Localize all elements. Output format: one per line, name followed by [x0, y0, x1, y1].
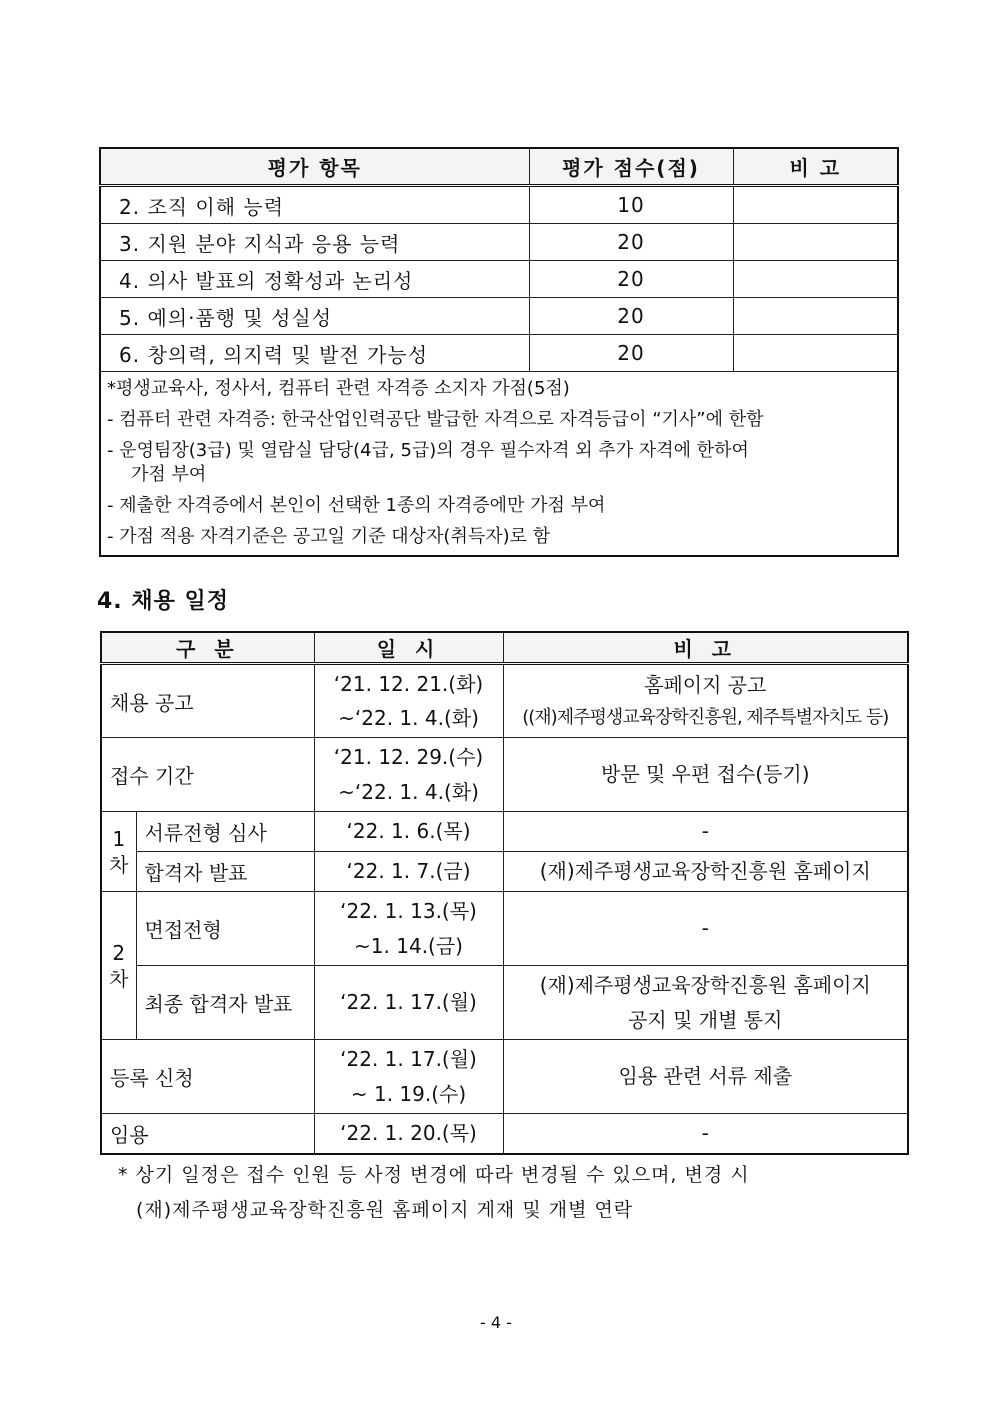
notes-line: 가점 부여 [131, 464, 207, 486]
table-row [101, 738, 908, 812]
stage-label [101, 892, 136, 1040]
schedule-date: ‘22. 1. 20.(목) [314, 1114, 503, 1154]
eval-remark [733, 261, 898, 298]
schedule-remark: 방문 및 우편 접수(등기) [503, 738, 908, 812]
eval-item: 5. 예의·품행 및 성실성 [100, 298, 529, 335]
eval-item: 4. 의사 발표의 정확성과 논리성 [100, 261, 529, 298]
schedule-date [314, 892, 503, 966]
table-row [100, 261, 898, 298]
eval-item: 3. 지원 분야 지식과 응용 능력 [100, 224, 529, 261]
notes-line: - 제출한 자격증에서 본인이 선택한 1종의 자격증에만 가점 부여 [107, 495, 606, 517]
footnote-line: * 상기 일정은 접수 인원 등 사정 변경에 따라 변경될 수 있으며, 변경 시 [118, 1164, 750, 1186]
eval-header-row [100, 148, 898, 186]
eval-remark [733, 335, 898, 372]
eval-remark [733, 224, 898, 261]
section-heading: 4. 채용 일정 [97, 589, 229, 614]
table-row [101, 812, 908, 852]
table-row [101, 1040, 908, 1114]
table-row [101, 1114, 908, 1154]
notes-line: - 가점 적용 자격기준은 공고일 기준 대상자(취득자)로 함 [107, 526, 551, 548]
stage-suffix: 차 [109, 966, 129, 991]
schedule-remark [503, 664, 908, 738]
schedule-date: ‘22. 1. 17.(월) [314, 966, 503, 1040]
schedule-category: 채용 공고 [101, 664, 314, 738]
schedule-remark: (재)제주평생교육장학진흥원 홈페이지 [503, 852, 908, 892]
schedule-date [314, 738, 503, 812]
table-row [100, 335, 898, 372]
remark-line: 홈페이지 공고 [644, 673, 767, 698]
table-row [101, 892, 908, 966]
eval-item: 6. 창의력, 의지력 및 발전 가능성 [100, 335, 529, 372]
remark-line: 공지 및 개별 통지 [628, 1007, 783, 1032]
date-line: ~‘22. 1. 4.(화) [338, 706, 479, 730]
date-line: ‘21. 12. 21.(화) [333, 671, 484, 696]
footnote-line: (재)제주평생교육장학진흥원 홈페이지 게재 및 개별 연락 [136, 1198, 634, 1221]
schedule-remark [503, 966, 908, 1040]
eval-score: 20 [529, 261, 733, 298]
eval-score: 20 [529, 335, 733, 372]
eval-remark [733, 298, 898, 335]
schedule-header-category: 구 분 [101, 632, 314, 664]
schedule-category: 접수 기간 [101, 738, 314, 812]
footnote [118, 1158, 750, 1227]
date-line: ‘21. 12. 29.(수) [333, 745, 484, 770]
schedule-remark: 임용 관련 서류 제출 [503, 1040, 908, 1114]
stage-suffix: 차 [109, 852, 129, 877]
notes-title: *평생교육사, 정사서, 컴퓨터 관련 자격증 소지자 가점(5점) [107, 378, 570, 399]
schedule-header-row [101, 632, 908, 664]
table-row [101, 664, 908, 738]
eval-score: 20 [529, 298, 733, 335]
eval-item: 2. 조직 이해 능력 [100, 186, 529, 224]
table-row [100, 298, 898, 335]
date-line: ~‘22. 1. 4.(화) [338, 779, 479, 804]
schedule-category: 등록 신청 [101, 1040, 314, 1114]
schedule-category: 최종 합격자 발표 [136, 966, 314, 1040]
eval-header-item: 평가 항목 [100, 148, 529, 186]
schedule-date [314, 1040, 503, 1114]
remark-line: (재)제주평생교육장학진흥원 홈페이지 [539, 973, 871, 998]
schedule-header-date: 일 시 [314, 632, 503, 664]
eval-score: 10 [529, 186, 733, 224]
table-row [101, 852, 908, 892]
page-number: - 4 - [480, 1313, 512, 1332]
eval-notes-row [100, 372, 898, 556]
table-row [100, 186, 898, 224]
table-row [101, 966, 908, 1040]
notes-line: - 운영팀장(3급) 및 열람실 담당(4급, 5급)의 경우 필수자격 외 추가 자격에 한하여 [107, 439, 749, 461]
notes-line: - 컴퓨터 관련 자격증: 한국산업인력공단 발급한 자격으로 자격등급이 “기사”에 한함 [107, 408, 764, 430]
schedule-category: 서류전형 심사 [136, 812, 314, 852]
date-line: ~1. 14.(금) [354, 933, 463, 958]
stage-number: 2 [112, 940, 126, 965]
eval-header-remark: 비 고 [733, 148, 898, 186]
schedule-category: 합격자 발표 [136, 852, 314, 892]
schedule-category: 임용 [101, 1114, 314, 1154]
schedule-date [314, 664, 503, 738]
eval-remark [733, 186, 898, 224]
date-line: ~ 1. 19.(수) [350, 1081, 467, 1106]
schedule-header-remark: 비 고 [503, 632, 908, 664]
table-row [100, 224, 898, 261]
date-line: ‘22. 1. 17.(월) [340, 1047, 477, 1072]
stage-label [101, 812, 136, 892]
schedule-remark: - [503, 812, 908, 852]
schedule-date: ‘22. 1. 7.(금) [314, 852, 503, 892]
stage-number: 1 [112, 826, 126, 851]
evaluation-table [99, 147, 899, 557]
date-line: ‘22. 1. 13.(목) [340, 899, 477, 924]
schedule-category: 면접전형 [136, 892, 314, 966]
eval-header-score: 평가 점수(점) [529, 148, 733, 186]
schedule-remark: - [503, 892, 908, 966]
schedule-remark: - [503, 1114, 908, 1154]
eval-notes [100, 372, 898, 556]
schedule-date: ‘22. 1. 6.(목) [314, 812, 503, 852]
schedule-table [100, 631, 909, 1155]
remark-line: ((재)제주평생교육장학진흥원, 제주특별자치도 등) [522, 706, 889, 728]
eval-score: 20 [529, 224, 733, 261]
